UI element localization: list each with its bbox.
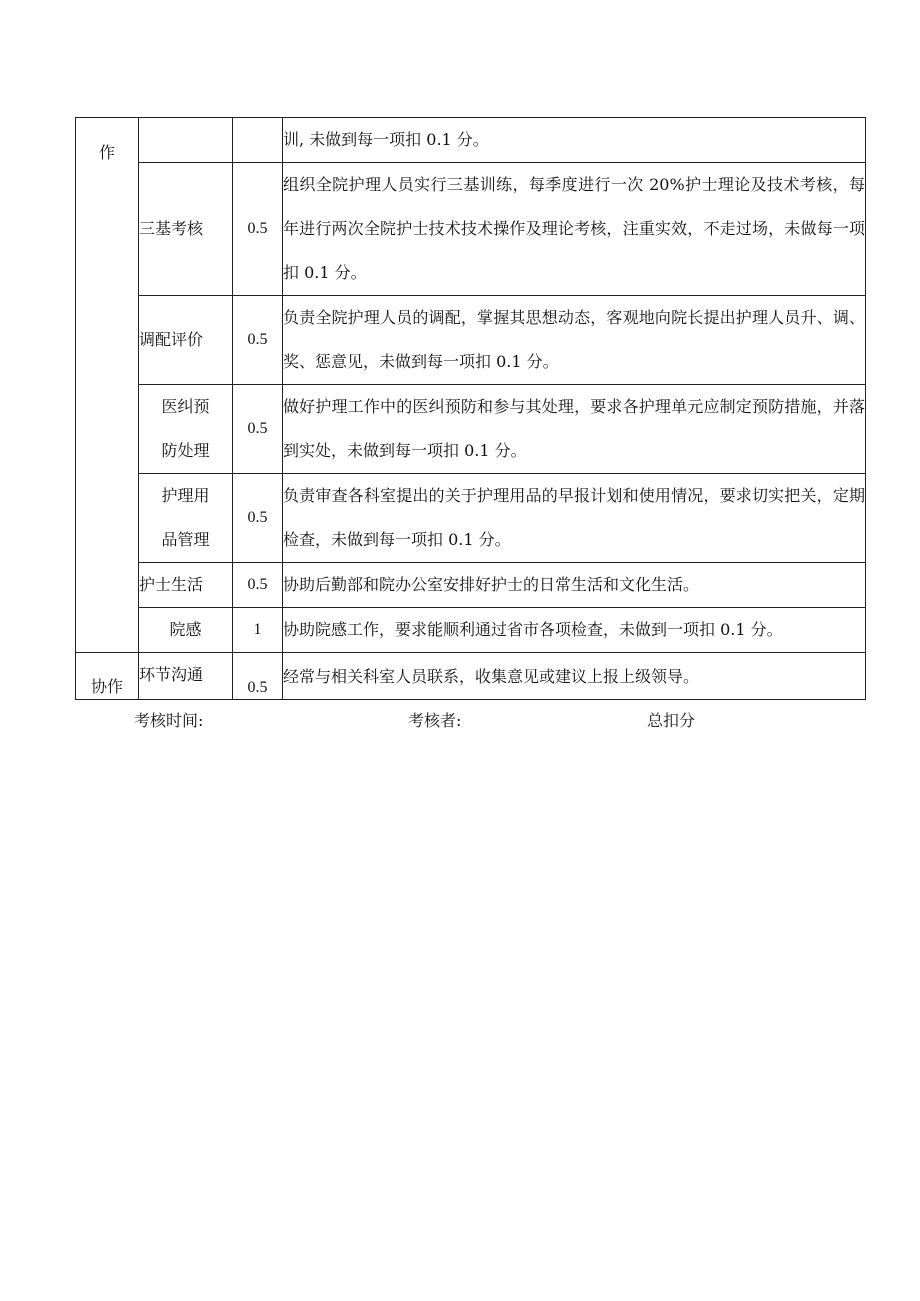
total-deduction-label: 总扣分 [647, 711, 696, 730]
score-cell [233, 563, 283, 608]
item-cell [139, 474, 233, 563]
item-cell [139, 296, 233, 385]
examiner-label: 考核者: [408, 711, 462, 730]
description-cell [283, 474, 866, 563]
score-value: 1 [253, 621, 262, 638]
item-cell [139, 608, 233, 653]
description-text: 做好护理工作中的医纠预防和参与其处理，要求各护理单元应制定预防措施，并落到实处，未做到每一项扣 0.1 分。 [283, 397, 865, 460]
item-cell [139, 163, 233, 296]
item-cell [139, 653, 233, 700]
description-cell [283, 563, 866, 608]
description-text: 负责审查各科室提出的关于护理用品的早报计划和使用情况，要求切实把关，定期检查，未做到每一项扣 0.1 分。 [283, 486, 865, 549]
description-text: 协助院感工作，要求能顺利通过省市各项检查，未做到一项扣 0.1 分。 [283, 620, 783, 639]
score-value: 0.5 [247, 420, 268, 437]
description-cell [283, 296, 866, 385]
category-cell-work [76, 118, 139, 653]
table-row [76, 296, 866, 385]
description-cell [283, 653, 866, 700]
item-label: 调配评价 [139, 330, 204, 349]
table-row [76, 163, 866, 296]
description-text: 训, 未做到每一项扣 0.1 分。 [283, 130, 489, 149]
assessment-table [75, 117, 866, 700]
item-label: 护士生活 [139, 575, 204, 594]
item-cell [139, 118, 233, 163]
item-cell [139, 385, 233, 474]
description-text: 协助后勤部和院办公室安排好护士的日常生活和文化生活。 [283, 575, 700, 594]
description-cell [283, 608, 866, 653]
score-cell [233, 608, 283, 653]
table-row [76, 653, 866, 700]
signature-footer [0, 708, 920, 736]
description-text: 经常与相关科室人员联系，收集意见或建议上报上级领导。 [283, 667, 700, 686]
score-cell [233, 474, 283, 563]
item-cell [139, 563, 233, 608]
table-row [76, 385, 866, 474]
score-value: 0.5 [247, 509, 268, 526]
category-cell-cooperation [76, 653, 139, 700]
score-value: 0.5 [247, 576, 268, 593]
description-cell [283, 163, 866, 296]
table-row [76, 474, 866, 563]
item-label: 环节沟通 [139, 665, 204, 684]
description-text: 组织全院护理人员实行三基训练，每季度进行一次 20%护士理论及技术考核，每年进行两次全院护士技术技术操作及理论考核，注重实效，不走过场，未做每一项扣 0.1 分。 [283, 175, 865, 282]
score-cell [233, 163, 283, 296]
assessment-time-label: 考核时间: [134, 711, 204, 730]
table-row [76, 563, 866, 608]
score-cell [233, 653, 283, 700]
item-label: 院感 [169, 620, 202, 639]
description-cell [283, 118, 866, 163]
item-label: 三基考核 [139, 219, 204, 238]
table-row [76, 118, 866, 163]
table-row [76, 608, 866, 653]
score-value: 0.5 [247, 331, 268, 348]
category-label: 协作 [90, 677, 123, 696]
score-value: 0.5 [247, 220, 268, 237]
assessment-sheet [75, 117, 865, 700]
item-label: 护理用品管理 [161, 486, 210, 549]
category-label: 作 [98, 143, 115, 162]
score-value: 0.5 [247, 679, 268, 696]
score-cell [233, 385, 283, 474]
score-cell [233, 118, 283, 163]
description-text: 负责全院护理人员的调配，掌握其思想动态，客观地向院长提出护理人员升、调、奖、惩意见，未做到每一项扣 0.1 分。 [283, 308, 865, 371]
description-cell [283, 385, 866, 474]
item-label: 医纠预防处理 [161, 397, 210, 460]
score-cell [233, 296, 283, 385]
